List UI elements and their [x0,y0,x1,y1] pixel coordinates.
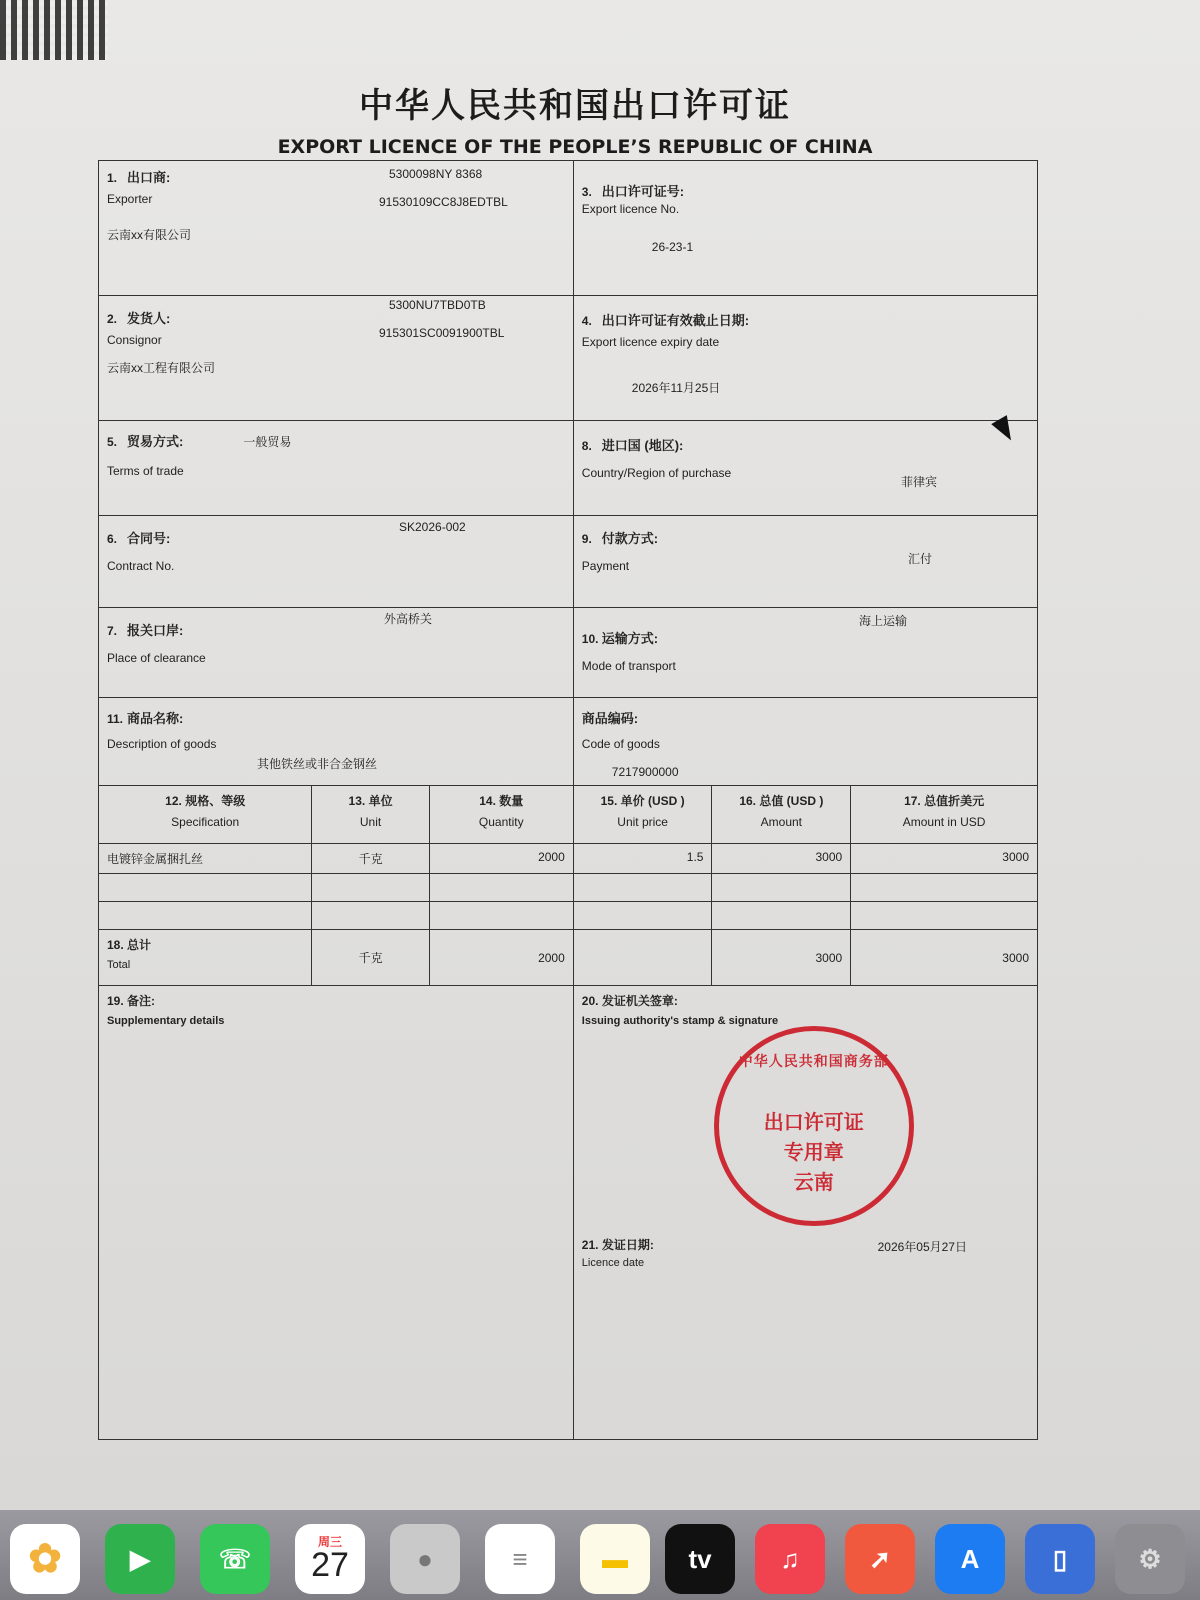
payment-label-en: Payment [581,559,630,573]
expiry-value: 2026年11月25日 [631,381,721,395]
calendar-icon[interactable]: 周三 27 [295,1524,365,1594]
official-seal [714,1026,914,1226]
terms-label-en: Terms of trade [107,464,184,478]
contract-cell: 6. 合同号: Contract No. SK2026-002 [99,516,574,608]
table-row [99,874,1038,902]
consignor-name: 云南xx工程有限公司 [107,361,216,375]
country-label-en: Country/Region of purchase [581,466,732,480]
authority-cell: 20. 发证机关签章: Issuing authority's stamp & signature 中华人民共和国商务部 出口许可证 专用章 云南 21. 发证日期: Licence date 2026年05月27日 [573,986,1037,1440]
notes-icon[interactable]: ▬ [580,1524,650,1594]
col-usd-header: 17. 总值折美元 Amount in USD [851,786,1038,844]
expiry-label-en: Export licence expiry date [581,335,720,349]
goods-label: 商品名称: [127,711,184,726]
goods-code-value: 7217900000 [611,765,679,779]
col-spec-header: 12. 规格、等级 Specification [99,786,312,844]
exporter-code1: 5300098NY 8368 [389,167,483,181]
clearance-label: 报关口岸: [127,623,184,638]
total-unit: 千克 [312,930,429,986]
goods-code-label: 商品编码: [581,711,639,726]
transport-value: 海上运输 [858,614,907,628]
exporter-cell: 1. 出口商: Exporter 5300098NY 8368 91530109CC8J8EDTBL 云南xx有限公司 [99,161,574,296]
total-qty: 2000 [429,930,573,986]
iphone-mirroring-icon[interactable]: ▯ [1025,1524,1095,1594]
total-label-cell: 18. 总计 Total [99,930,312,986]
terms-cell: 5. 贸易方式: 一般贸易 Terms of trade [99,421,574,516]
item-spec: 电镀锌金属捆扎丝 [99,844,312,874]
table-row [99,902,1038,930]
licence-no-label: 出口许可证号: [601,184,685,199]
licence-no-label-en: Export licence No. [581,202,680,216]
photos-icon[interactable]: ✿ [10,1524,80,1594]
seal-line2: 专用章 [783,1142,844,1164]
title-en: EXPORT LICENCE OF THE PEOPLE’S REPUBLIC OF CHINA [277,136,873,158]
terms-value: 一般贸易 [243,435,292,449]
consignor-code2: 915301SC0091900TBL [379,326,505,340]
seal-line1: 出口许可证 [763,1112,864,1134]
licence-no-cell: 3. 出口许可证号: Export licence No. 26-23-1 [573,161,1037,296]
exporter-name: 云南xx有限公司 [107,228,192,242]
qr-code [0,0,108,60]
dock [0,1510,1200,1600]
supplementary-cell: 19. 备注: Supplementary details [99,986,574,1440]
app-store-icon[interactable]: A [935,1524,1005,1594]
consignor-code1: 5300NU7TBD0TB [389,298,486,312]
consignor-label-en: Consignor [107,333,162,347]
contacts-icon[interactable]: ● [390,1524,460,1594]
clearance-value: 外高桥关 [384,612,433,626]
country-cell: 8. 进口国 (地区): Country/Region of purchase 菲律宾 [573,421,1037,516]
goods-code-label-en: Code of goods [581,737,660,751]
transport-label-en: Mode of transport [581,659,676,673]
col-unit-header: 13. 单位 Unit [312,786,429,844]
exporter-label: 出口商: [127,170,171,185]
contract-label-en: Contract No. [107,559,175,573]
rocket-icon[interactable]: ➚ [845,1524,915,1594]
licence-no-value: 26-23-1 [651,240,694,254]
item-usd: 3000 [851,844,1038,874]
col-price-header: 15. 单价 (USD ) Unit price [573,786,712,844]
goods-value: 其他铁丝或非合金钢丝 [257,757,378,771]
goods-label-en: Description of goods [107,737,217,751]
country-label: 进口国 (地区): [601,438,684,453]
goods-code-cell [573,698,1037,786]
terms-label: 贸易方式: [127,434,184,449]
seal-ring-text: 中华人民共和国商务部 [738,1053,889,1069]
transport-cell: 10. 运输方式: Mode of transport 海上运输 [573,608,1037,698]
consignor-cell: 2. 发货人: Consignor 5300NU7TBD0TB 915301SC0091900TBL 云南xx工程有限公司 [99,296,574,421]
consignor-label: 发货人: [127,311,171,326]
payment-label: 付款方式: [601,531,659,546]
contract-value: SK2026-002 [399,520,466,534]
transport-label: 运输方式: [601,631,659,646]
col-qty-header: 14. 数量 Quantity [429,786,573,844]
item-qty: 2000 [429,844,573,874]
total-row [99,930,1038,986]
facetime-icon[interactable]: ▶ [105,1524,175,1594]
total-usd: 3000 [851,930,1038,986]
licence-document [90,60,1060,1400]
total-amount: 3000 [712,930,851,986]
licence-form [98,160,1038,1440]
item-unit: 千克 [312,844,429,874]
table-row [99,844,1038,874]
reminders-icon[interactable]: ≡ [485,1524,555,1594]
licence-date-value: 2026年05月27日 [877,1240,967,1254]
clearance-label-en: Place of clearance [107,651,206,665]
exporter-label-en: Exporter [107,192,153,206]
col-amount-header: 16. 总值 (USD ) Amount [712,786,851,844]
item-price: 1.5 [573,844,712,874]
apple-tv-icon[interactable]: tv [665,1524,735,1594]
music-icon[interactable]: ♫ [755,1524,825,1594]
contract-label: 合同号: [127,531,171,546]
settings-gear-icon[interactable]: ⚙ [1115,1524,1185,1594]
payment-cell: 9. 付款方式: Payment 汇付 [573,516,1037,608]
goods-cell: 11. 商品名称: Description of goods 其他铁丝或非合金钢丝 [99,698,574,786]
clearance-cell: 7. 报关口岸: Place of clearance 外高桥关 [99,608,574,698]
expiry-label: 出口许可证有效截止日期: [601,313,750,328]
payment-value: 汇付 [907,552,932,566]
seal-line3: 云南 [793,1172,834,1194]
exporter-code2: 91530109CC8J8EDTBL [379,195,508,209]
expiry-cell: 4. 出口许可证有效截止日期: Export licence expiry date 2026年11月25日 [573,296,1037,421]
title-cn: 中华人民共和国出口许可证 [359,86,791,126]
country-value: 菲律宾 [900,475,937,489]
item-amount: 3000 [712,844,851,874]
phone-icon[interactable]: ☏ [200,1524,270,1594]
